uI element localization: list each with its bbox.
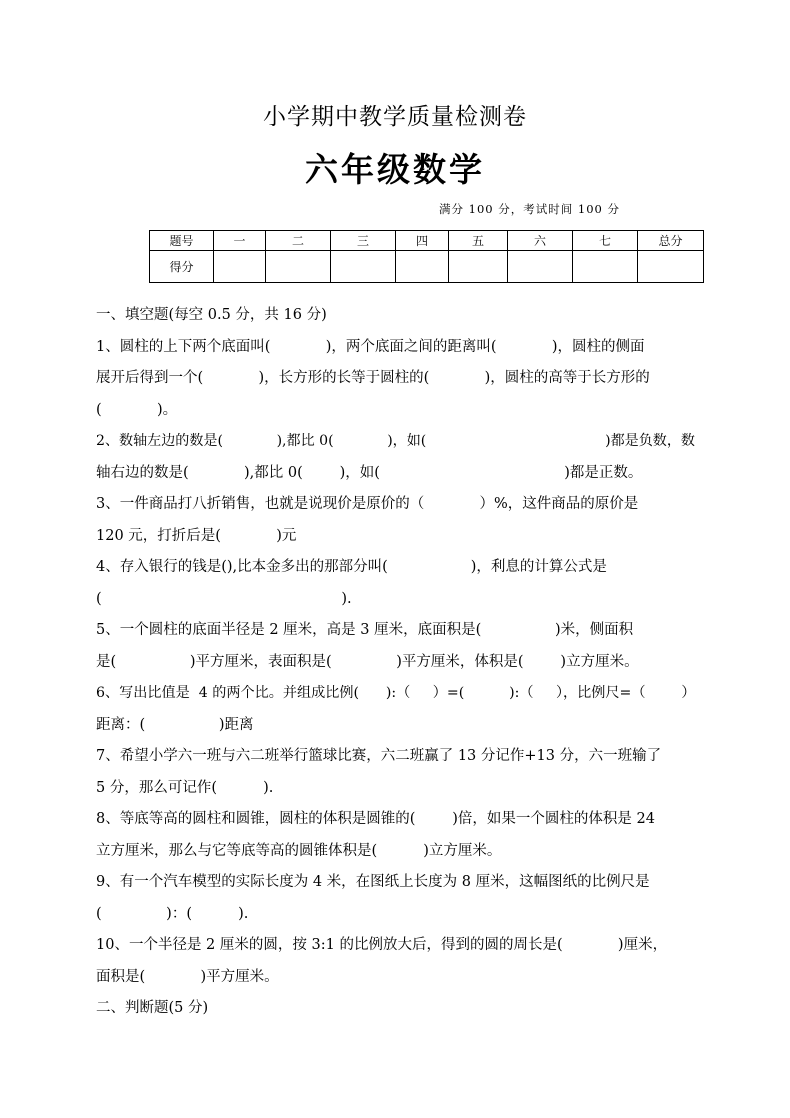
score-cell[interactable] — [449, 251, 508, 283]
question-line: ( ). — [96, 590, 352, 607]
header-cell: 三 — [331, 231, 396, 251]
question-line: 1、圆柱的上下两个底面叫( )，两个底面之间的距离叫( )，圆柱的侧面 — [96, 338, 645, 355]
question-line: 距离：( )距离 — [96, 716, 254, 733]
score-label: 得分 — [150, 251, 214, 283]
header-cell: 二 — [266, 231, 331, 251]
question-line: 8、等底等高的圆柱和圆锥，圆柱的体积是圆锥的( )倍，如果一个圆柱的体积是 24 — [96, 811, 655, 827]
score-table — [149, 230, 704, 283]
question-line: 10、一个半径是 2 厘米的圆，按 3:1 的比例放大后，得到的圆的周长是( )厘米， — [96, 937, 668, 953]
question-line: 3、一件商品打八折销售，也就是说现价是原价的（ ）%，这件商品的原价是 — [96, 496, 639, 512]
header-cell: 四 — [396, 231, 449, 251]
question-line: 轴右边的数是( ),都比 0( )，如( )都是正数。 — [96, 464, 643, 481]
question-line: 面积是( )平方厘米。 — [96, 968, 279, 985]
section-heading: 二、判断题(5 分) — [96, 1000, 209, 1016]
header-cell: 题号 — [150, 231, 214, 251]
score-cell[interactable] — [508, 251, 573, 283]
score-cell[interactable] — [266, 251, 331, 283]
score-cell[interactable] — [331, 251, 396, 283]
score-table-header-row — [150, 231, 704, 251]
header-cell: 六 — [508, 231, 573, 251]
header-cell: 总分 — [638, 231, 704, 251]
header-cell: 五 — [449, 231, 508, 251]
score-table-score-row — [150, 251, 704, 283]
exam-note: 满分 100 分，考试时间 100 分 — [438, 202, 620, 216]
question-line: 120 元，打折后是( )元 — [96, 527, 297, 544]
question-line: 5、一个圆柱的底面半径是 2 厘米，高是 3 厘米，底面积是( )米，侧面积 — [96, 622, 634, 638]
exam-title: 小学期中教学质量检测卷 — [263, 104, 527, 130]
question-line: 5 分，那么可记作( ). — [96, 779, 274, 796]
question-line: 展开后得到一个( )，长方形的长等于圆柱的( )，圆柱的高等于长方形的 — [96, 370, 650, 386]
question-line: ( )。 — [96, 401, 178, 418]
question-line: 6、写出比值是 4 的两个比。并组成比例( ):（ ）=( ):（ ），比例尺=（ ） — [96, 685, 696, 701]
question-line: 4、存入银行的钱是(),比本金多出的那部分叫( )，利息的计算公式是 — [96, 559, 607, 575]
header-cell: 一 — [214, 231, 266, 251]
question-line: 2、数轴左边的数是( ),都比 0( )，如( )都是负数，数 — [96, 433, 695, 449]
question-line: 7、希望小学六一班与六二班举行篮球比赛，六二班赢了 13 分记作+13 分，六一班输了 — [96, 748, 662, 764]
score-cell[interactable] — [638, 251, 704, 283]
score-cell[interactable] — [573, 251, 638, 283]
question-line: 立方厘米，那么与它等底等高的圆锥体积是( )立方厘米。 — [96, 842, 502, 859]
question-line: 9、有一个汽车模型的实际长度为 4 米，在图纸上长度为 8 厘米，这幅图纸的比例尺是 — [96, 874, 650, 890]
exam-subtitle: 六年级数学 — [305, 150, 485, 189]
question-body — [96, 300, 696, 1025]
score-cell[interactable] — [396, 251, 449, 283]
question-line: 是( )平方厘米，表面积是( )平方厘米，体积是( )立方厘米。 — [96, 653, 639, 670]
question-line: ( )：( ). — [96, 905, 249, 922]
section-heading: 一、填空题(每空 0.5 分，共 16 分) — [96, 307, 327, 323]
header-cell: 七 — [573, 231, 638, 251]
score-cell[interactable] — [214, 251, 266, 283]
